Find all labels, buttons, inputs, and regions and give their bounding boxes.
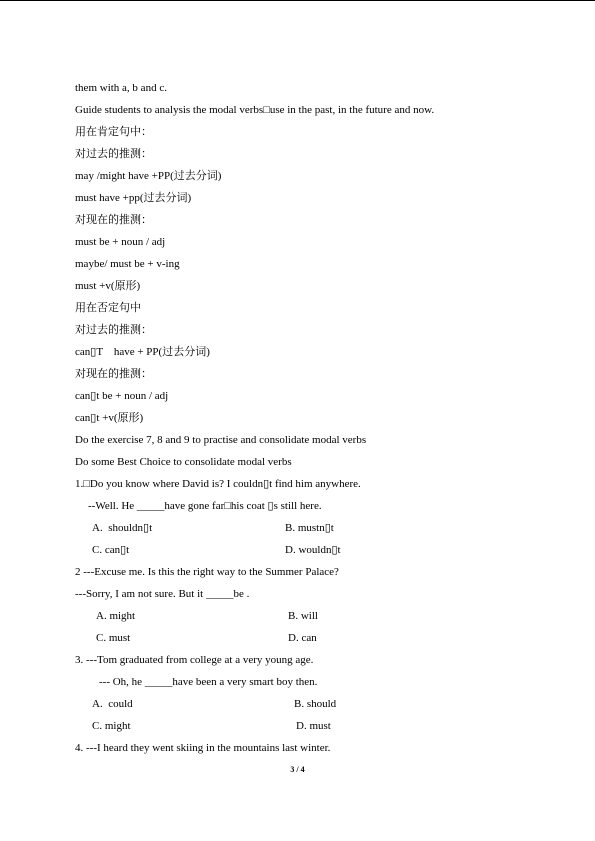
question-3-option-d: D. must xyxy=(296,720,331,732)
question-1-option-b: B. mustn▯t xyxy=(285,522,334,534)
text-line: can▯t be + noun / adj xyxy=(75,390,169,402)
text-line: may /might have +PP(过去分词) xyxy=(75,170,222,182)
text-line: must have +pp(过去分词) xyxy=(75,192,192,204)
text-line: must +v(原形) xyxy=(75,280,141,292)
text-line: them with a, b and c. xyxy=(75,82,167,94)
text-line: maybe/ must be + v-ing xyxy=(75,258,180,270)
text-line: 对现在的推测： xyxy=(75,214,152,226)
question-3-option-a: A. could xyxy=(92,698,133,710)
question-4-stem: 4. ---I heard they went skiing in the mountains last winter. xyxy=(75,742,331,754)
text-line: Guide students to analysis the modal verbs□use in the past, in the future and now. xyxy=(75,104,435,116)
question-1-option-d: D. wouldn▯t xyxy=(285,544,341,556)
question-2-reply: ---Sorry, I am not sure. But it _____be . xyxy=(75,588,250,600)
text-line: Do the exercise 7, 8 and 9 to practise and consolidate modal verbs xyxy=(75,434,367,446)
text-line: 对过去的推测： xyxy=(75,148,152,160)
text-line: must be + noun / adj xyxy=(75,236,166,248)
question-1-option-a: A. shouldn▯t xyxy=(92,522,153,534)
text-line: can▯T have + PP(过去分词) xyxy=(75,346,210,358)
page-top-border xyxy=(0,0,595,1)
question-2-option-d: D. can xyxy=(288,632,317,644)
text-line: 用在肯定句中： xyxy=(75,126,152,138)
question-1-option-c: C. can▯t xyxy=(92,544,130,556)
question-1-stem: 1.□Do you know where David is? I couldn▯t find him anywhere. xyxy=(75,478,361,490)
page-number: 3 / 4 xyxy=(290,765,305,774)
text-line: 对现在的推测： xyxy=(75,368,152,380)
text-line: can▯t +v(原形) xyxy=(75,412,144,424)
question-3-reply: --- Oh, he _____have been a very smart boy then. xyxy=(99,676,318,688)
question-2-stem: 2 ---Excuse me. Is this the right way to the Summer Palace? xyxy=(75,566,339,578)
question-2-option-b: B. will xyxy=(288,610,318,622)
text-line: 用在否定句中 xyxy=(75,302,141,314)
text-line: Do some Best Choice to consolidate modal verbs xyxy=(75,456,292,468)
question-1-reply: --Well. He _____have gone far□his coat ▯s still here. xyxy=(88,500,322,512)
text-line: 对过去的推测： xyxy=(75,324,152,336)
question-2-option-c: C. must xyxy=(96,632,131,644)
question-3-option-b: B. should xyxy=(294,698,337,710)
question-2-option-a: A. might xyxy=(96,610,136,622)
question-3-option-c: C. might xyxy=(92,720,131,732)
question-3-stem: 3. ---Tom graduated from college at a very young age. xyxy=(75,654,314,666)
